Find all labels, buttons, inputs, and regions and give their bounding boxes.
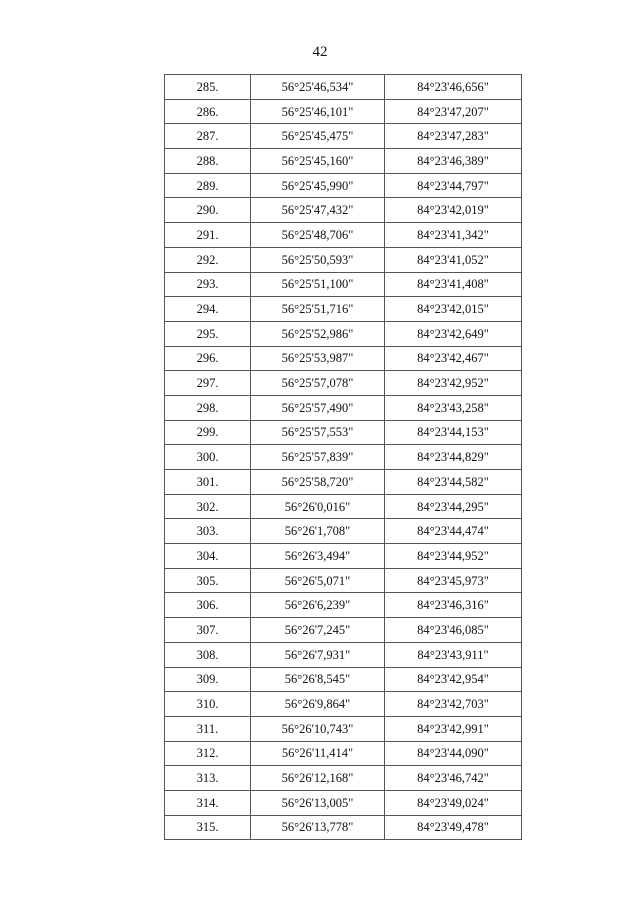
point-number-cell: 306.: [165, 593, 251, 618]
latitude-cell: 56°25'57,078": [251, 371, 385, 396]
latitude-cell: 56°25'51,100": [251, 272, 385, 297]
point-number-cell: 287.: [165, 124, 251, 149]
latitude-cell: 56°25'52,986": [251, 321, 385, 346]
longitude-cell: 84°23'44,829": [385, 445, 522, 470]
longitude-cell: 84°23'49,478": [385, 815, 522, 840]
table-row: [165, 667, 522, 692]
latitude-cell: 56°26'10,743": [251, 716, 385, 741]
point-number-cell: 312.: [165, 741, 251, 766]
latitude-cell: 56°25'57,839": [251, 445, 385, 470]
latitude-cell: 56°26'3,494": [251, 544, 385, 569]
table-row: [165, 618, 522, 643]
point-number-cell: 309.: [165, 667, 251, 692]
table-row: [165, 445, 522, 470]
latitude-cell: 56°26'7,245": [251, 618, 385, 643]
longitude-cell: 84°23'42,019": [385, 198, 522, 223]
latitude-cell: 56°26'0,016": [251, 494, 385, 519]
point-number-cell: 311.: [165, 716, 251, 741]
longitude-cell: 84°23'45,973": [385, 568, 522, 593]
latitude-cell: 56°26'13,005": [251, 790, 385, 815]
point-number-cell: 298.: [165, 395, 251, 420]
table-row: [165, 494, 522, 519]
longitude-cell: 84°23'44,295": [385, 494, 522, 519]
longitude-cell: 84°23'44,952": [385, 544, 522, 569]
latitude-cell: 56°25'53,987": [251, 346, 385, 371]
longitude-cell: 84°23'41,342": [385, 223, 522, 248]
table-row: [165, 149, 522, 174]
point-number-cell: 288.: [165, 149, 251, 174]
latitude-cell: 56°26'6,239": [251, 593, 385, 618]
table-row: [165, 470, 522, 495]
latitude-cell: 56°26'7,931": [251, 642, 385, 667]
longitude-cell: 84°23'42,703": [385, 692, 522, 717]
latitude-cell: 56°25'50,593": [251, 247, 385, 272]
point-number-cell: 302.: [165, 494, 251, 519]
point-number-cell: 293.: [165, 272, 251, 297]
table-row: [165, 766, 522, 791]
point-number-cell: 291.: [165, 223, 251, 248]
latitude-cell: 56°25'45,160": [251, 149, 385, 174]
table-row: [165, 371, 522, 396]
table-row: [165, 272, 522, 297]
latitude-cell: 56°26'5,071": [251, 568, 385, 593]
latitude-cell: 56°25'45,990": [251, 173, 385, 198]
point-number-cell: 314.: [165, 790, 251, 815]
longitude-cell: 84°23'46,085": [385, 618, 522, 643]
point-number-cell: 313.: [165, 766, 251, 791]
latitude-cell: 56°25'57,553": [251, 420, 385, 445]
longitude-cell: 84°23'42,954": [385, 667, 522, 692]
table-row: [165, 198, 522, 223]
point-number-cell: 297.: [165, 371, 251, 396]
table-row: [165, 593, 522, 618]
point-number-cell: 310.: [165, 692, 251, 717]
latitude-cell: 56°25'57,490": [251, 395, 385, 420]
coordinates-table: [164, 74, 522, 840]
point-number-cell: 301.: [165, 470, 251, 495]
table-row: [165, 297, 522, 322]
point-number-cell: 286.: [165, 99, 251, 124]
point-number-cell: 304.: [165, 544, 251, 569]
table-row: [165, 173, 522, 198]
longitude-cell: 84°23'46,656": [385, 75, 522, 100]
latitude-cell: 56°26'12,168": [251, 766, 385, 791]
latitude-cell: 56°25'58,720": [251, 470, 385, 495]
latitude-cell: 56°26'1,708": [251, 519, 385, 544]
point-number-cell: 300.: [165, 445, 251, 470]
longitude-cell: 84°23'49,024": [385, 790, 522, 815]
longitude-cell: 84°23'41,052": [385, 247, 522, 272]
longitude-cell: 84°23'42,952": [385, 371, 522, 396]
point-number-cell: 305.: [165, 568, 251, 593]
longitude-cell: 84°23'43,911": [385, 642, 522, 667]
table-row: [165, 790, 522, 815]
latitude-cell: 56°26'11,414": [251, 741, 385, 766]
latitude-cell: 56°26'9,864": [251, 692, 385, 717]
longitude-cell: 84°23'47,207": [385, 99, 522, 124]
table-row: [165, 741, 522, 766]
table-row: [165, 346, 522, 371]
point-number-cell: 295.: [165, 321, 251, 346]
table-row: [165, 642, 522, 667]
coordinates-table-body: [165, 75, 522, 840]
longitude-cell: 84°23'43,258": [385, 395, 522, 420]
point-number-cell: 290.: [165, 198, 251, 223]
table-row: [165, 223, 522, 248]
latitude-cell: 56°26'8,545": [251, 667, 385, 692]
longitude-cell: 84°23'47,283": [385, 124, 522, 149]
table-row: [165, 99, 522, 124]
point-number-cell: 299.: [165, 420, 251, 445]
table-row: [165, 395, 522, 420]
table-row: [165, 420, 522, 445]
table-row: [165, 692, 522, 717]
point-number-cell: 292.: [165, 247, 251, 272]
longitude-cell: 84°23'46,389": [385, 149, 522, 174]
latitude-cell: 56°25'45,475": [251, 124, 385, 149]
point-number-cell: 303.: [165, 519, 251, 544]
table-row: [165, 124, 522, 149]
table-row: [165, 247, 522, 272]
longitude-cell: 84°23'44,582": [385, 470, 522, 495]
point-number-cell: 296.: [165, 346, 251, 371]
table-row: [165, 544, 522, 569]
table-row: [165, 321, 522, 346]
latitude-cell: 56°25'48,706": [251, 223, 385, 248]
longitude-cell: 84°23'44,474": [385, 519, 522, 544]
table-row: [165, 75, 522, 100]
table-row: [165, 815, 522, 840]
point-number-cell: 294.: [165, 297, 251, 322]
latitude-cell: 56°26'13,778": [251, 815, 385, 840]
longitude-cell: 84°23'46,316": [385, 593, 522, 618]
table-row: [165, 519, 522, 544]
latitude-cell: 56°25'51,716": [251, 297, 385, 322]
longitude-cell: 84°23'46,742": [385, 766, 522, 791]
longitude-cell: 84°23'44,797": [385, 173, 522, 198]
longitude-cell: 84°23'44,090": [385, 741, 522, 766]
latitude-cell: 56°25'46,101": [251, 99, 385, 124]
point-number-cell: 307.: [165, 618, 251, 643]
point-number-cell: 308.: [165, 642, 251, 667]
latitude-cell: 56°25'47,432": [251, 198, 385, 223]
latitude-cell: 56°25'46,534": [251, 75, 385, 100]
longitude-cell: 84°23'42,015": [385, 297, 522, 322]
point-number-cell: 289.: [165, 173, 251, 198]
table-row: [165, 716, 522, 741]
longitude-cell: 84°23'44,153": [385, 420, 522, 445]
page-number: 42: [312, 44, 328, 60]
longitude-cell: 84°23'42,991": [385, 716, 522, 741]
longitude-cell: 84°23'42,649": [385, 321, 522, 346]
longitude-cell: 84°23'41,408": [385, 272, 522, 297]
longitude-cell: 84°23'42,467": [385, 346, 522, 371]
table-row: [165, 568, 522, 593]
point-number-cell: 285.: [165, 75, 251, 100]
point-number-cell: 315.: [165, 815, 251, 840]
